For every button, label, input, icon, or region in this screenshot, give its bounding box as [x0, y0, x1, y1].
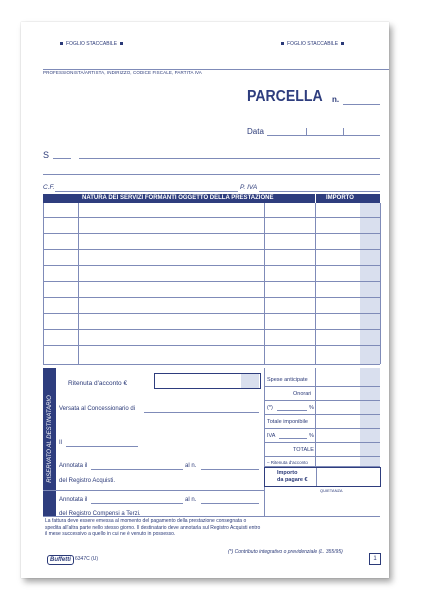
piva-field[interactable]	[259, 191, 380, 192]
piva-label: P. IVA	[240, 184, 258, 191]
bullet-icon	[341, 42, 344, 45]
reserved-side-label: RISERVATO AL DESTINATARIO	[47, 395, 53, 483]
table-row[interactable]	[43, 345, 380, 346]
cf-field[interactable]	[55, 191, 238, 192]
recipient-field[interactable]	[79, 158, 380, 159]
al-n-label-2: al n.	[185, 497, 197, 503]
totale-label: TOTALE	[293, 447, 314, 453]
data-field[interactable]	[267, 135, 380, 136]
contributo-label: (*)	[267, 405, 273, 411]
contributo-percent-sign: %	[309, 405, 314, 411]
number-field[interactable]	[343, 104, 380, 105]
annotata-date-field-1[interactable]	[91, 469, 183, 470]
importo-da-pagare-box[interactable]	[264, 467, 381, 487]
al-n-label-1: al n.	[185, 463, 197, 469]
registro-compensi-label: del Registro Compensi a Terzi.	[59, 511, 141, 517]
bullet-icon	[120, 42, 123, 45]
annotata-label-2: Annotata il	[59, 497, 88, 503]
annotata-label-1: Annotata il	[59, 463, 88, 469]
cents-column	[360, 203, 380, 364]
contributo-note: (*) Contributo integrativo o previdenziale (L. 355/95)	[228, 549, 343, 555]
table-header	[43, 194, 380, 203]
brand-logo: Buffetti	[47, 555, 74, 565]
foglio-staccabile-left: FOGLIO STACCABILE	[57, 41, 126, 47]
reserved-side-band	[43, 368, 56, 516]
address-field[interactable]	[43, 174, 380, 175]
ritenuta-label: Ritenuta d'acconto €	[68, 380, 128, 387]
iva-label: IVA	[267, 433, 276, 439]
invoice-sheet	[21, 22, 389, 578]
importo-label: Importo	[277, 470, 298, 476]
table-row[interactable]	[43, 249, 380, 250]
concessionario-field[interactable]	[144, 412, 259, 413]
page-title: PARCELLA	[247, 88, 323, 105]
professionista-label: PROFESSIONISTA/ARTISTA, INDIRIZZO, CODICE FISCALE, PARTITA IVA	[43, 70, 202, 75]
ritenuta-acconto-label: – Ritenuta d'acconto	[267, 460, 308, 465]
data-label: Data	[247, 127, 264, 136]
s-label: S	[43, 150, 50, 160]
al-n-field-2[interactable]	[201, 503, 259, 504]
title-number-label: n.	[332, 95, 340, 104]
table-row[interactable]	[43, 281, 380, 282]
registro-acquisti-label: del Registro Acquisti.	[59, 478, 116, 484]
foglio-staccabile-right: FOGLIO STACCABILE	[278, 41, 347, 47]
col-header-servizi: NATURA DEI SERVIZI FORMANTI OGGETTO DELLA PRESTAZIONE	[82, 195, 274, 201]
page-number: 1	[369, 553, 381, 565]
versata-label: Versata al Concessionario di	[59, 406, 136, 412]
da-pagare-label: da pagare €	[277, 477, 308, 483]
footer-note: La fattura deve essere emessa al momento del pagamento della prestazione consegnata o spedita all'altra parte nello stesso giorno. Il destinatario deve annotarla sul Registro Acquisti entro il mese successivo a quello in cui ne è venuto in possesso.	[45, 518, 261, 537]
cf-label: C.F.	[43, 184, 55, 191]
bullet-icon	[281, 42, 284, 45]
table-row[interactable]	[43, 313, 380, 314]
table-row[interactable]	[43, 265, 380, 266]
il-field[interactable]	[66, 446, 138, 447]
contributo-percent-field[interactable]	[277, 410, 307, 411]
iva-percent-field[interactable]	[279, 438, 307, 439]
iva-percent-sign: %	[309, 433, 314, 439]
il-label: Il	[59, 440, 62, 446]
bullet-icon	[60, 42, 63, 45]
annotata-date-field-2[interactable]	[91, 503, 183, 504]
quietanza-label: QUIETANZA	[320, 488, 343, 493]
al-n-field-1[interactable]	[201, 469, 259, 470]
form-code: 6347C (U)	[75, 556, 99, 562]
totale-imponibile-label: Totale imponibile	[267, 419, 308, 425]
table-row[interactable]	[43, 297, 380, 298]
table-row[interactable]	[43, 329, 380, 330]
table-row[interactable]	[43, 233, 380, 234]
spese-label: Spese anticipate	[267, 377, 308, 383]
col-header-importo: IMPORTO	[326, 195, 354, 201]
table-row[interactable]	[43, 217, 380, 218]
onorari-label: Onorari	[293, 391, 312, 397]
